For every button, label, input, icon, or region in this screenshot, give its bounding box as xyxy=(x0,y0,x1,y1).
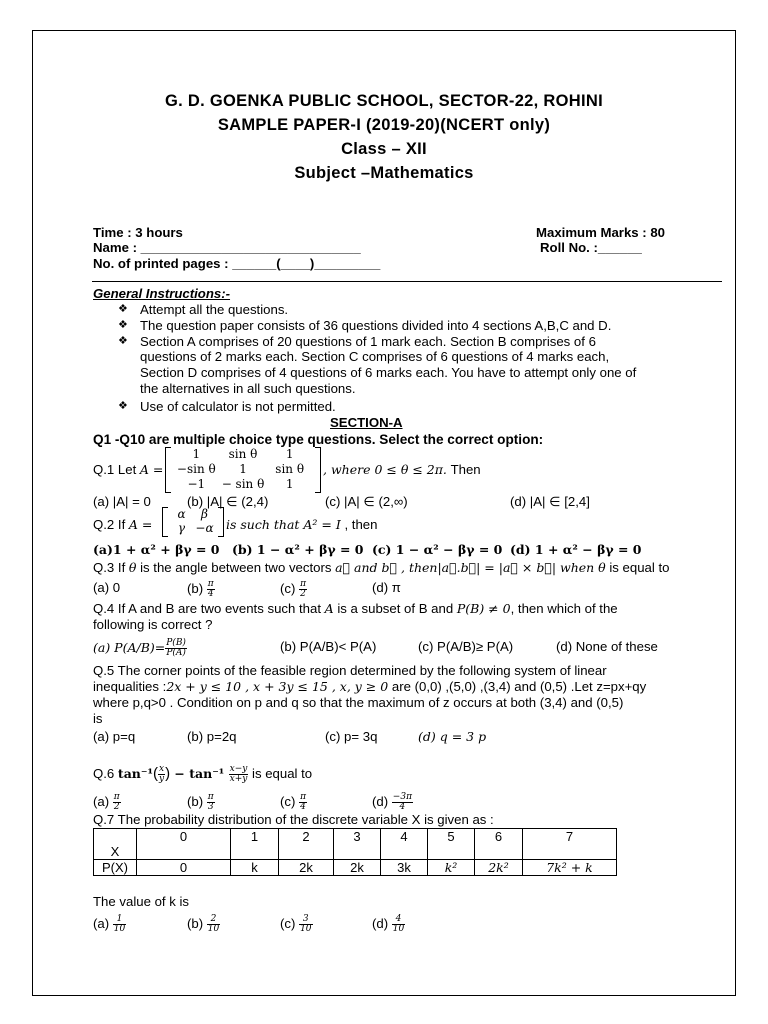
section-title: SECTION-A xyxy=(330,415,403,430)
table-cell: 3k xyxy=(381,860,428,876)
table-row xyxy=(94,860,617,876)
q2-condition: is such that A² = I , then xyxy=(226,517,378,532)
instruction-item: Section A comprises of 20 questions of 1 mark each. Section B comprises of 6 xyxy=(140,334,596,349)
q3-option-c: (c) $\frac{\pi}{2}$ xyxy=(280,579,306,599)
max-marks-label: Maximum Marks : 80 xyxy=(536,225,665,240)
q7-option-b: (b) $\frac{2}{10}$ xyxy=(187,914,220,934)
instruction-item: questions of 2 marks each. Section C comprises of 6 questions of 4 marks each, xyxy=(140,349,610,364)
q5-line3: where p,q>0 . Condition on p and q so that the maximum of z occurs at both (3,4) and (0,5) xyxy=(93,695,624,710)
table-cell: 5 xyxy=(428,829,475,860)
q3-option-d: (d) π xyxy=(372,580,401,595)
q5-option-d: (d) q = 3 p xyxy=(418,729,487,744)
instruction-item: Section D comprises of 4 questions of 6 marks each. You have to attempt only one of xyxy=(140,365,637,380)
table-cell: k² xyxy=(428,860,475,876)
instructions-title: General Instructions:- xyxy=(93,286,231,301)
instruction-item: The question paper consists of 36 questions divided into 4 sections A,B,C and D. xyxy=(140,318,612,333)
q6-option-d: (d) $\frac{-3\pi}{4}$ xyxy=(372,792,412,812)
table-row xyxy=(94,829,617,860)
q6-option-c: (c) $\frac{\pi}{4}$ xyxy=(280,792,306,812)
bullet-icon: ❖ xyxy=(118,319,128,331)
table-cell: k xyxy=(231,860,279,876)
q3-option-a: (a) 0 xyxy=(93,580,121,595)
q7-option-d: (d) $\frac{4}{10}$ xyxy=(372,914,405,934)
table-cell: 4 xyxy=(381,829,428,860)
table-cell: P(X) xyxy=(94,860,137,876)
q5-option-b: (b) p=2q xyxy=(187,729,237,744)
q6-option-a: (a) $\frac{\pi}{2}$ xyxy=(93,792,120,812)
q4-line1: Q.4 If A and B are two events such that A is a subset of B and P(B) ≠ 0, then which of the xyxy=(93,601,618,616)
table-cell: 6 xyxy=(475,829,523,860)
table-cell: 0 xyxy=(137,829,231,860)
table-cell: 0 xyxy=(137,860,231,876)
bullet-icon: ❖ xyxy=(118,303,128,315)
table-cell: X xyxy=(94,829,137,860)
table-cell: 2k xyxy=(279,860,334,876)
q4-option-b: (b) P(A/B)< P(A) xyxy=(280,639,377,654)
section-subtitle: Q1 -Q10 are multiple choice type questions. Select the correct option: xyxy=(93,432,544,447)
q1-option-c: (c) |A| ∈ (2,∞) xyxy=(325,494,408,509)
q2-lead: Q.2 If A = xyxy=(93,517,153,532)
roll-field: Roll No. :______ xyxy=(540,240,642,255)
q2-option-a: (a)1 + α² + βγ = 0 xyxy=(93,542,220,557)
q4-option-d: (d) None of these xyxy=(556,639,658,654)
instruction-item: the alternatives in all such questions. xyxy=(140,381,356,396)
q5-line1: Q.5 The corner points of the feasible region determined by the following system of linear xyxy=(93,663,607,678)
instruction-item: Use of calculator is not permitted. xyxy=(140,399,336,414)
q2-option-b: (b) 1 − α² + βγ = 0 xyxy=(232,542,364,557)
q1-lead: Q.1 Let A = xyxy=(93,462,164,477)
table-cell: 2k² xyxy=(475,860,523,876)
table-cell: 3 xyxy=(334,829,381,860)
table-cell: 2k xyxy=(334,860,381,876)
class-title: Class – XII xyxy=(341,140,427,158)
q5-option-a: (a) p=q xyxy=(93,729,136,744)
table-cell: 1 xyxy=(231,829,279,860)
subject-title: Subject –Mathematics xyxy=(294,164,474,182)
q7-value-text: The value of k is xyxy=(93,894,190,909)
q2-option-d: (d) 1 + α² − βγ = 0 xyxy=(510,542,642,557)
table-cell: 2 xyxy=(279,829,334,860)
table-cell: 7 xyxy=(523,829,617,860)
probability-table xyxy=(93,828,617,876)
q1-condition: , where 0 ≤ θ ≤ 2π. Then xyxy=(323,462,481,477)
q7-option-a: (a) $\frac{1}{10}$ xyxy=(93,914,126,934)
bullet-icon: ❖ xyxy=(118,335,128,347)
paper-title: SAMPLE PAPER-I (2019-20)(NCERT only) xyxy=(217,116,551,134)
q4-line2: following is correct ? xyxy=(93,617,213,632)
q6-option-b: (b) $\frac{\pi}{3}$ xyxy=(187,792,214,812)
q6-text: Q.6 tan⁻¹( $\frac{x}{y}$ ) − tan⁻¹ $\frac{x-y}{x+y}$ is equal to xyxy=(93,764,313,784)
divider xyxy=(92,281,722,282)
q7-option-c: (c) $\frac{3}{10}$ xyxy=(280,914,312,934)
pages-field: No. of printed pages : ______(____)_________ xyxy=(93,256,381,271)
q1-option-b: (b) |A| ∈ (2,4) xyxy=(187,494,269,509)
q5-line4: is xyxy=(93,711,103,726)
time-label: Time : 3 hours xyxy=(93,225,183,240)
q2-option-c: (c) 1 − α² − βγ = 0 xyxy=(372,542,503,557)
instruction-item: Attempt all the questions. xyxy=(140,302,289,317)
q3-option-b: (b) $\frac{\pi}{4}$ xyxy=(187,579,214,599)
q4-option-a: (a) P(A/B)= $\frac{P(B)}{P(A)}$ xyxy=(93,638,186,658)
q3-text: Q.3 If θ is the angle between two vectors a⃗ and b⃗ , then|a⃗.b⃗| = |a⃗ × b⃗| when θ is equal to xyxy=(93,560,670,575)
table-cell: 7k² + k xyxy=(523,860,617,876)
name-field: Name : ______________________________ xyxy=(93,240,361,255)
bullet-icon: ❖ xyxy=(118,400,128,412)
q4-option-c: (c) P(A/B)≥ P(A) xyxy=(418,639,514,654)
q1-matrix: 1 sin θ 1 −sin θ 1 sin θ −1 − sin θ 1 xyxy=(165,447,321,493)
q1-option-d: (d) |A| ∈ [2,4] xyxy=(510,494,590,509)
q5-option-c: (c) p= 3q xyxy=(325,729,378,744)
school-name: G. D. GOENKA PUBLIC SCHOOL, SECTOR-22, ROHINI xyxy=(165,92,603,110)
q1-option-a: (a) |A| = 0 xyxy=(93,494,151,509)
q5-line2: inequalities :2x + y ≤ 10 , x + 3y ≤ 15 , x, y ≥ 0 are (0,0) ,(5,0) ,(3,4) and (0,5) .Let z=px+qy xyxy=(93,679,647,694)
q7-text: Q.7 The probability distribution of the discrete variable X is given as : xyxy=(93,812,494,827)
q2-matrix: α β γ −α xyxy=(162,507,224,537)
